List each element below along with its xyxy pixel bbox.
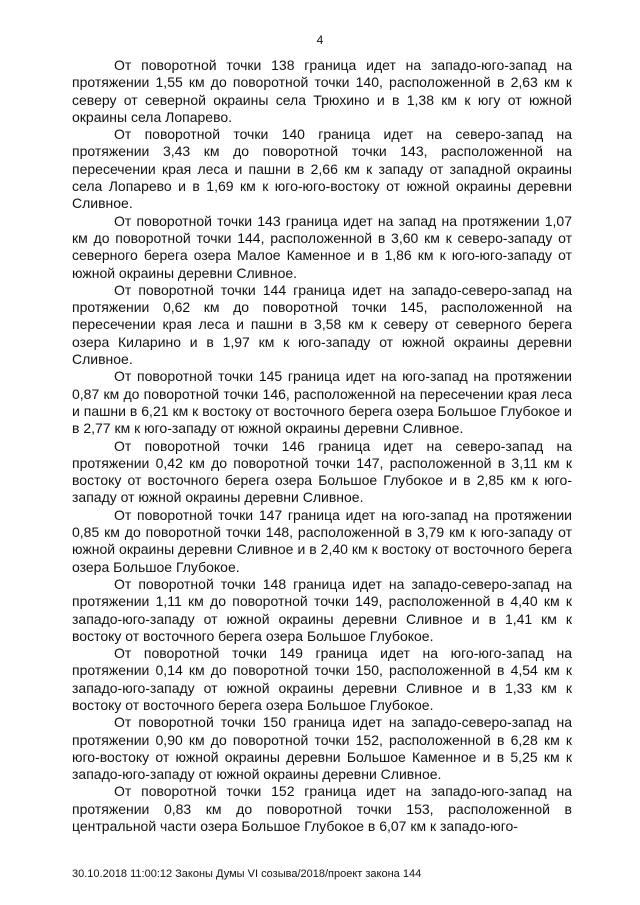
document-body [72,57,572,835]
paragraph: От поворотной точки 150 граница идет на западо-северо-запад на протяжении 0,90 км до поворотной точки 152, расположенной в 6,28 км к юго-востоку от южной окраины деревни Большое Каменное и в 5,25 км к западо-юго-западу от южной окраины деревни Сливное. [72,714,572,783]
document-footer: 30.10.2018 11:00:12 Законы Думы VI созыва/2018/проект закона 144 [72,868,422,880]
paragraph: От поворотной точки 147 граница идет на юго-запад на протяжении 0,85 км до поворотной точки 148, расположенной в 3,79 км к юго-западу от южной окраины деревни Сливное и в 2,40 км к востоку от восточного берега озера Большое Глубокое. [72,506,572,575]
paragraph: От поворотной точки 138 граница идет на западо-юго-запад на протяжении 1,55 км до поворотной точки 140, расположенной в 2,63 км к северу от северной окраины села Трюхино и в 1,38 км к югу от южной окраины села Лопарево. [72,57,572,125]
page-number: 4 [316,33,324,47]
paragraph: От поворотной точки 149 граница идет на юго-юго-запад на протяжении 0,14 км до поворотной точки 150, расположенной в 4,54 км к западо-юго-западу от южной окраины деревни Сливное и в 1,33 км к востоку от восточного берега озера Большое Глубокое. [72,645,572,713]
paragraph: От поворотной точки 152 граница идет на западо-юго-запад на протяжении 0,83 км до поворотной точки 153, расположенной в центральной части озера Большое Глубокое в 6,07 км к западо-юго- [72,783,572,835]
paragraph: От поворотной точки 144 граница идет на западо-северо-запад на протяжении 0,62 км до поворотной точки 145, расположенной на пересечении края леса и пашни в 3,58 км к северу от северного берега озера Киларино и в 1,97 км к юго-западу от южной окраины деревни Сливное. [72,281,572,368]
paragraph: От поворотной точки 146 граница идет на северо-запад на протяжении 0,42 км до поворотной точки 147, расположенной в 3,11 км к востоку от восточного берега озера Большое Глубокое и в 2,85 км к юго-западу от южной окраины деревни Сливное. [72,437,572,506]
paragraph: От поворотной точки 148 граница идет на западо-северо-запад на протяжении 1,11 км до поворотной точки 149, расположенной в 4,40 км к западо-юго-западу от южной окраины деревни Сливное и в 1,41 км к востоку от восточного берега озера Большое Глубокое. [72,575,572,644]
paragraph: От поворотной точки 145 граница идет на юго-запад на протяжении 0,87 км до поворотной точки 146, расположенной на пересечении края леса и пашни в 6,21 км к востоку от восточного берега озера Большое Глубокое и в 2,77 км к юго-западу от южной окраины деревни Сливное. [72,368,572,437]
paragraph: От поворотной точки 140 граница идет на северо-запад на протяжении 3,43 км до поворотной точки 143, расположенной на пересечении края леса и пашни в 2,66 км к западу от западной окраины села Лопарево и в 1,69 км к юго-юго-востоку от южной окраины деревни Сливное. [72,126,572,212]
paragraph: От поворотной точки 143 граница идет на запад на протяжении 1,07 км до поворотной точки 144, расположенной в 3,60 км к северо-западу от северного берега озера Малое Каменное и в 1,86 км к юго-юго-западу от южной окраины деревни Сливное. [72,212,572,281]
